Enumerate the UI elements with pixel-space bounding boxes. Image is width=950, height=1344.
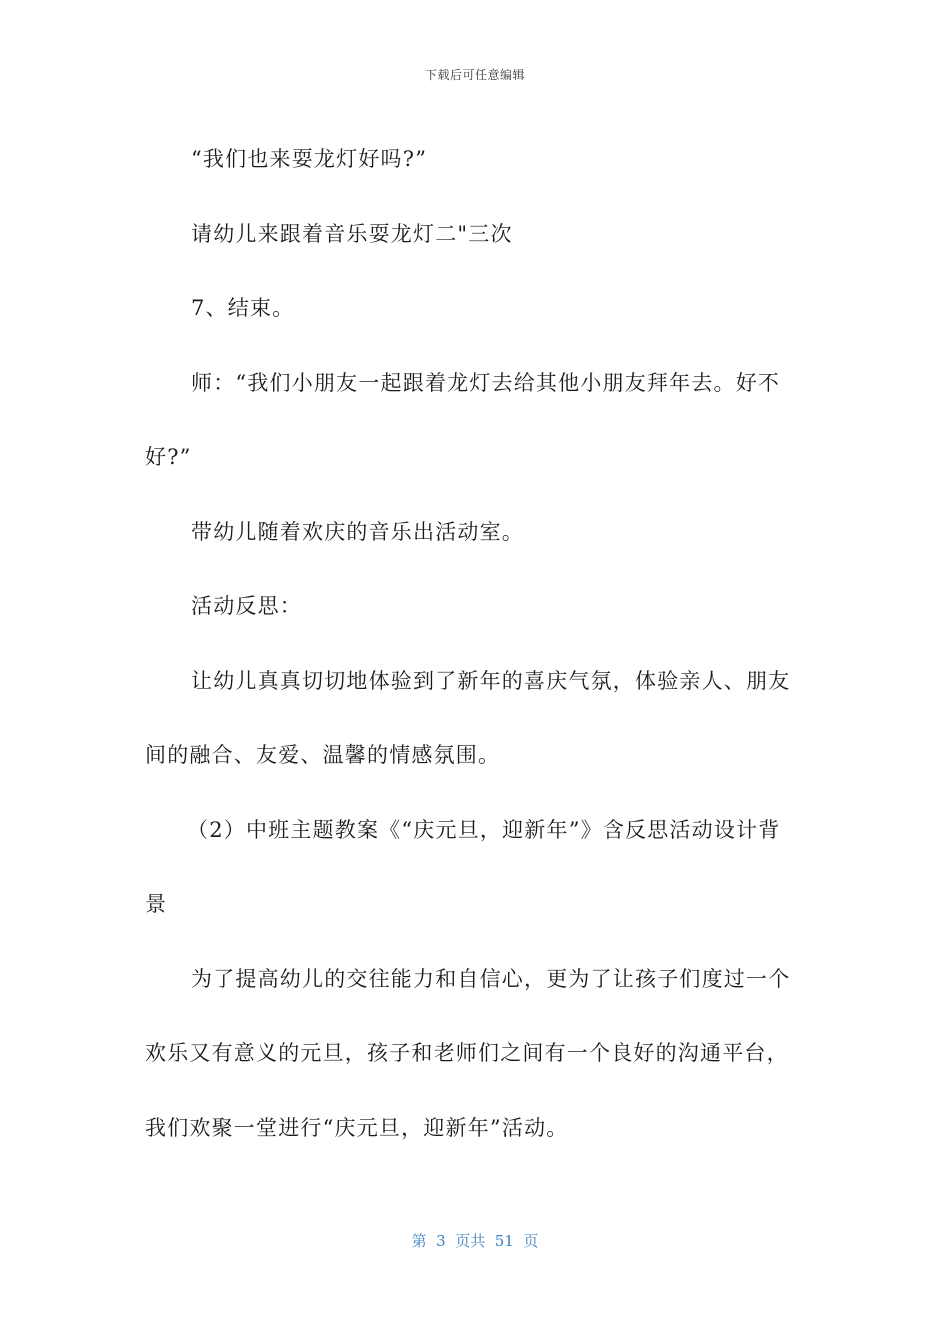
paragraph-line: 7、结束。 [191, 296, 295, 320]
section-heading-line: 景 [145, 892, 168, 916]
paragraph-line: 带幼儿随着欢庆的音乐出活动室。 [191, 519, 524, 544]
paragraph-line: 间的融合、友爱、温馨的情感氛围。 [145, 743, 501, 767]
page-number-footer: 第 3 页共 51 页 [411, 1232, 539, 1250]
document-body [145, 122, 810, 1165]
page-header-note: 下载后可任意编辑 [424, 68, 525, 82]
paragraph-line: 请幼儿来跟着音乐耍龙灯二"三次 [191, 221, 513, 246]
paragraph-line: “我们也来耍龙灯好吗?” [191, 147, 428, 171]
paragraph-line: 欢乐又有意义的元旦，孩子和老师们之间有一个良好的沟通平台， [145, 1041, 789, 1065]
paragraph-line: 好?” [145, 445, 192, 469]
paragraph-line: 我们欢聚一堂进行“庆元旦，迎新年”活动。 [145, 1115, 569, 1140]
paragraph-line: 为了提高幼儿的交往能力和自信心，更为了让孩子们度过一个 [191, 966, 791, 991]
paragraph-line: 让幼儿真真切切地体验到了新年的喜庆气氛，体验亲人、朋友 [191, 668, 791, 693]
section-heading-line: （2）中班主题教案《“庆元旦，迎新年”》含反思活动设计背 [187, 817, 781, 842]
paragraph-line: 师：“我们小朋友一起跟着龙灯去给其他小朋友拜年去。好不 [191, 370, 781, 395]
paragraph-line: 活动反思： [191, 594, 302, 618]
